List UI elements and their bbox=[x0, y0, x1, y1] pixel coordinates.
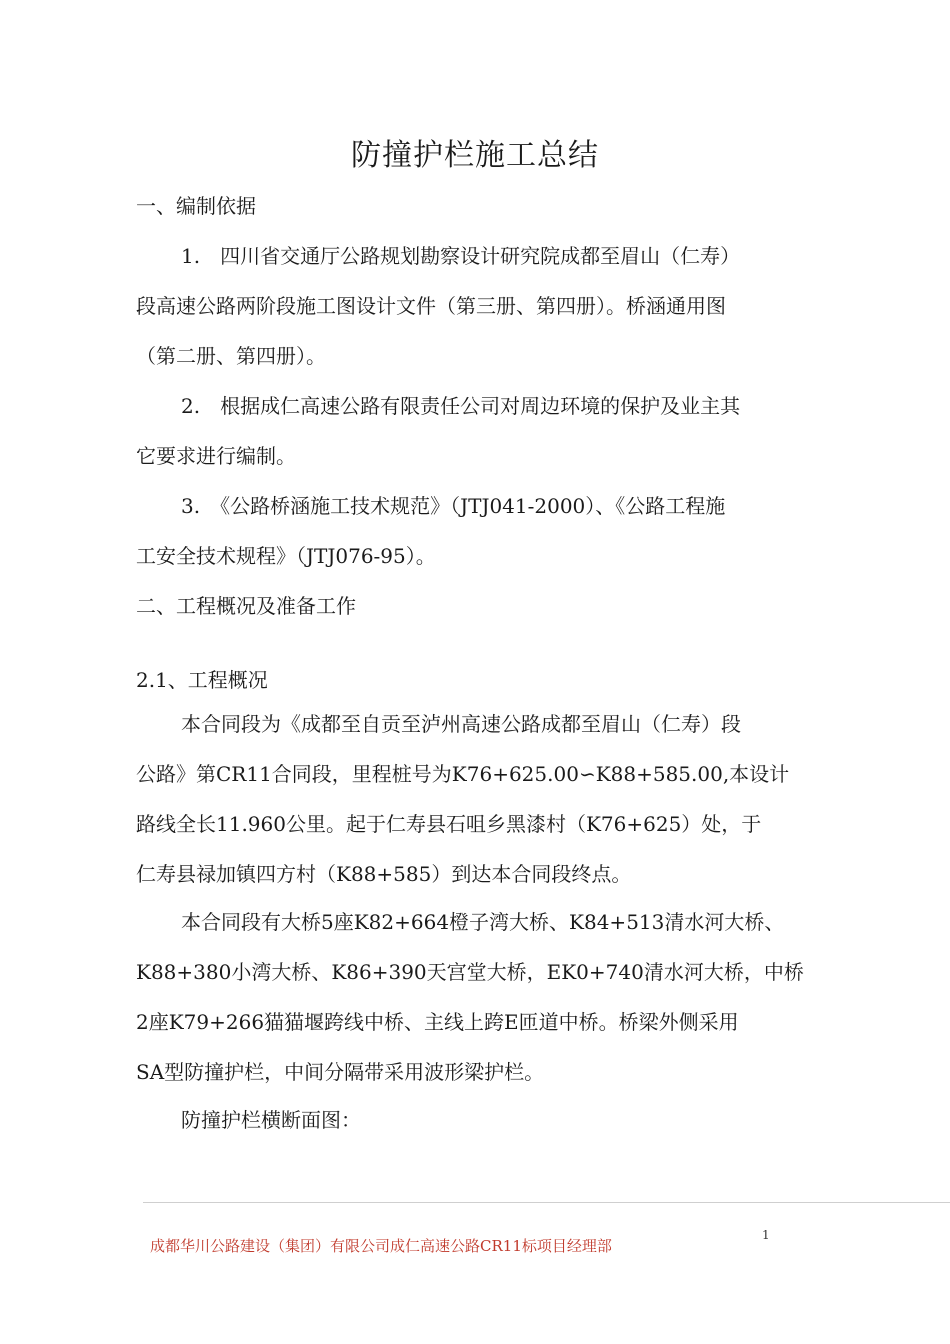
footer-company: 成都华川公路建设（集团）有限公司成仁高速公路CR11标项目经理部 bbox=[150, 1237, 612, 1255]
heading-basis: 一、编制依据 bbox=[136, 194, 256, 218]
basis-item-2-line-1: 2. 根据成仁高速公路有限责任公司对周边环境的保护及业主其 bbox=[181, 394, 741, 418]
footer-divider bbox=[143, 1202, 950, 1203]
page-number: 1 bbox=[762, 1228, 770, 1242]
overview-para-1-line-4: 仁寿县禄加镇四方村（K88+585）到达本合同段终点。 bbox=[136, 862, 632, 886]
basis-item-3-line-2: 工安全技术规程》（JTJ076-95）。 bbox=[136, 544, 436, 568]
overview-para-1-line-2: 公路》第CR11合同段，里程桩号为K76+625.00∽K88+585.00,本设计 bbox=[136, 762, 790, 786]
basis-item-3-line-1: 3. 《公路桥涵施工技术规范》（JTJ041-2000）、《公路工程施 bbox=[181, 494, 726, 518]
cross-section-caption: 防撞护栏横断面图： bbox=[181, 1108, 361, 1132]
subheading-overview: 2.1、工程概况 bbox=[136, 668, 268, 692]
overview-para-1-line-1: 本合同段为《成都至自贡至泸州高速公路成都至眉山（仁寿）段 bbox=[181, 712, 741, 736]
basis-item-1-line-3: （第二册、第四册）。 bbox=[136, 344, 326, 368]
basis-item-1-line-2: 段高速公路两阶段施工图设计文件（第三册、第四册）。桥涵通用图 bbox=[136, 294, 726, 318]
basis-item-2-line-2: 它要求进行编制。 bbox=[136, 444, 296, 468]
basis-item-1-line-1: 1. 四川省交通厅公路规划勘察设计研究院成都至眉山（仁寿） bbox=[181, 244, 741, 268]
overview-para-1-line-3: 路线全长11.960公里。起于仁寿县石咀乡黑漆村（K76+625）处，于 bbox=[136, 812, 762, 836]
overview-para-2-line-1: 本合同段有大桥5座K82+664橙子湾大桥、K84+513清水河大桥、 bbox=[181, 910, 785, 934]
overview-para-2-line-3: 2座K79+266猫猫堰跨线中桥、主线上跨E匝道中桥。桥梁外侧采用 bbox=[136, 1010, 739, 1034]
document-title: 防撞护栏施工总结 bbox=[351, 138, 599, 173]
heading-overview: 二、工程概况及准备工作 bbox=[136, 594, 356, 618]
overview-para-2-line-2: K88+380小湾大桥、K86+390天宫堂大桥，EK0+740清水河大桥，中桥 bbox=[136, 960, 804, 984]
overview-para-2-line-4: SA型防撞护栏，中间分隔带采用波形梁护栏。 bbox=[136, 1060, 545, 1084]
